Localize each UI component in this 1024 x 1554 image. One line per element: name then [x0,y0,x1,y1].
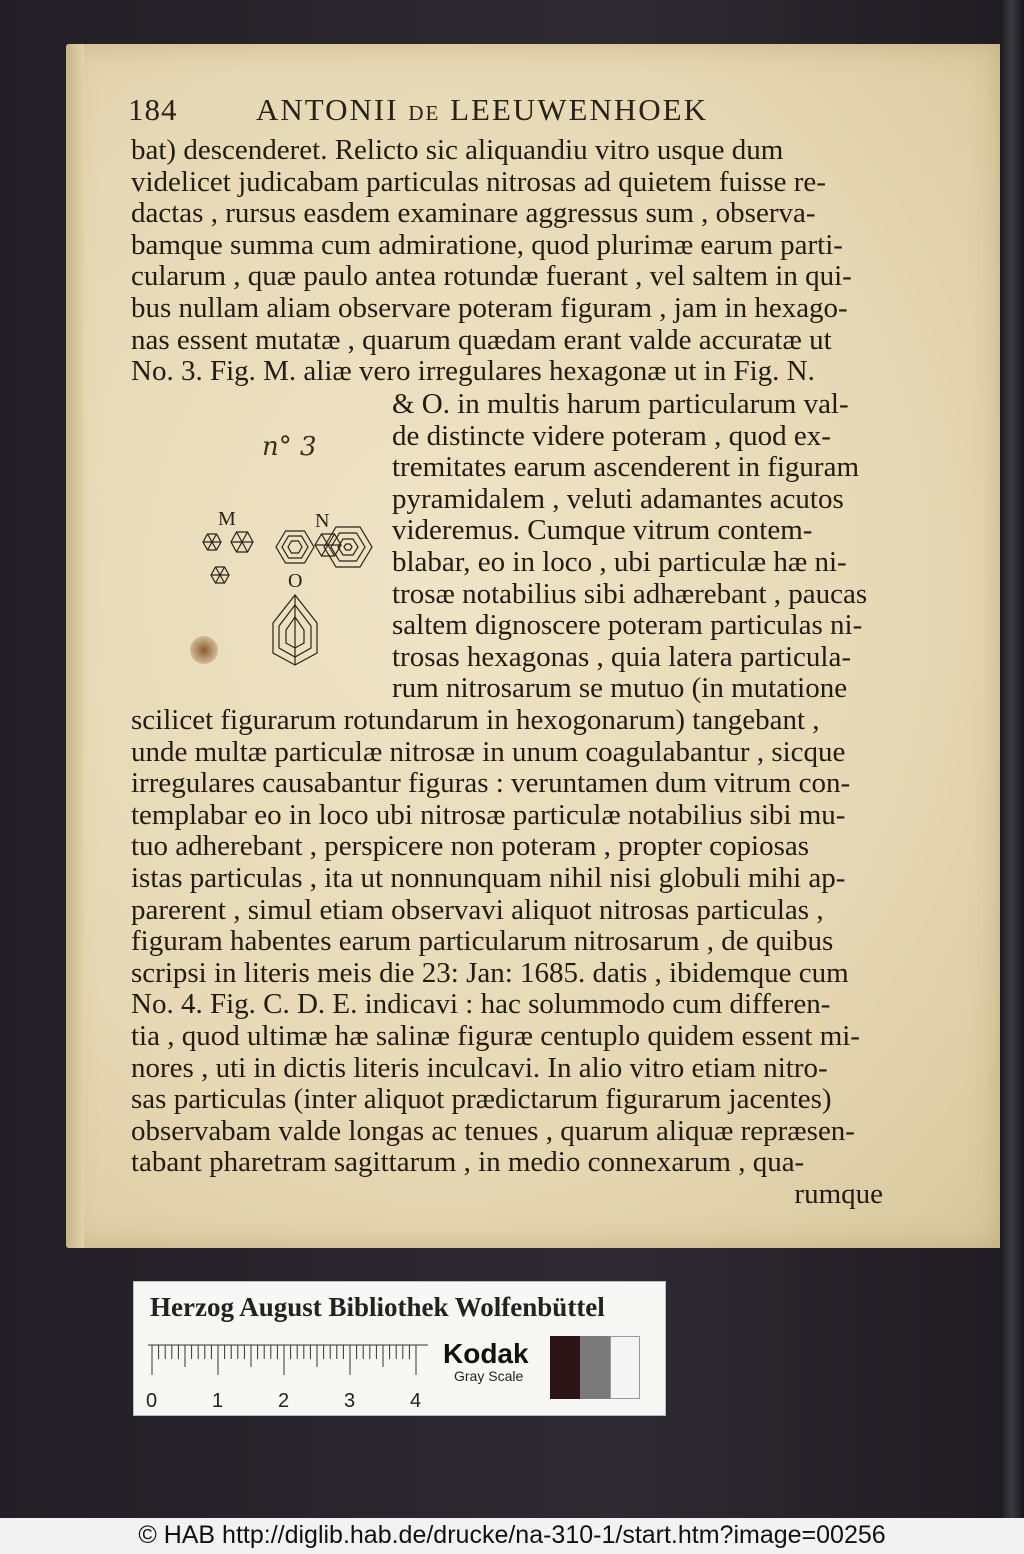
copyright-credit: © HAB http://diglib.hab.de/drucke/na-310-1/start.htm?image=00256 [138,1521,886,1549]
crystal-illustration [150,395,375,695]
ruler-number: 2 [278,1390,290,1412]
text-line: videremus. Cumque vitrum contem- [392,514,813,547]
text-line: saltem dignoscere poteram particulas ni- [392,609,863,642]
text-line: bus nullam aliam observare poteram figuram , jam in hexago- [131,291,848,324]
library-name: Herzog August Bibliothek Wolfenbüttel [150,1292,605,1322]
running-title: ANTONII DE LEEUWENHOEK [256,92,708,127]
text-line: cularum , quæ paulo antea rotundæ fuerant , vel saltem in qui- [131,260,852,293]
text-line: trosas hexagonas , quia latera particula- [392,640,851,673]
pyramid-o [273,595,317,665]
text-line: tuo adherebant , perspicere non poteram , propter copiosas [131,830,810,863]
text-line: scripsi in literis meis die 23: Jan: 1685. datis , ibidemque cum [131,956,849,989]
text-line: parerent , simul etiam observavi aliquot nitrosas particulas , [131,893,824,926]
text-line: bamque summa cum admiratione, quod plurimæ earum parti- [131,228,843,261]
running-header [128,92,888,138]
text-line: de distincte videre poteram , quod ex- [392,419,831,452]
figure-label-m: M [218,508,236,530]
text-line: rum nitrosarum se mutuo (in mutatione [392,672,848,705]
gray-swatch-light [610,1336,640,1399]
crystal-figure [150,395,375,695]
page-edge [66,44,84,1248]
text-line: unde multæ particulæ nitrosæ in unum coagulabantur , sicque [131,735,846,768]
text-line: dactas , rursus easdem examinare aggressus sum , observa- [131,197,816,230]
book-spine [1000,0,1024,1518]
ruler-number: 4 [410,1390,422,1412]
text-line: No. 4. Fig. C. D. E. indicavi : hac solummodo cum differen- [131,988,831,1021]
text-line: irregulares causabantur figuras : veruntamen dum vitrum con- [131,767,851,800]
figure-annotation: n° 3 [262,432,317,462]
gray-swatch-mid [580,1336,610,1399]
body-text-bottom [131,705,891,1211]
hexagon-m1 [203,534,221,550]
page-number: 184 [128,92,178,127]
ruler-number: 0 [146,1390,158,1412]
text-line: nas essent mutatæ , quarum quædam erant valde accuratæ ut [131,323,832,356]
text-line: observabam valde longas ac tenues , quarum aliquæ repræsen- [131,1114,855,1147]
text-line: tabant pharetram sagittarum , in medio connexarum , qua- [131,1146,805,1179]
text-line: tremitates earum ascenderent in figuram [392,451,860,484]
gray-swatch-dark [550,1336,580,1399]
figure-label-n: N [315,510,330,532]
ruler-number: 3 [344,1390,356,1412]
text-line: scilicet figurarum rotundarum in hexogonarum) tangebant , [131,704,820,736]
text-line: istas particulas , ita ut nonnunquam nihil nisi globuli mihi ap- [131,861,846,894]
hexagon-m3 [211,567,229,583]
page-stain [190,636,218,664]
ruler [148,1344,438,1392]
text-line: nores , uti in dictis literis inculcavi. In alio vitro etiam nitro- [131,1051,828,1084]
text-line: & O. in multis harum particularum val- [392,388,849,420]
hexagon-m2 [231,532,253,552]
body-text-top [131,135,889,388]
body-text-beside-figure [392,389,892,705]
kodak-brand: Kodak [443,1338,529,1369]
text-line: figuram habentes earum particularum nitrosarum , de quibus [131,925,834,958]
text-line: No. 3. Fig. M. aliæ vero irregulares hexagonæ ut in Fig. N. [131,355,815,388]
figure-label-o: O [288,570,303,592]
text-line: blabar, eo in loco , ubi particulæ hæ ni- [392,545,847,578]
text-line: pyramidalem , veluti adamantes acutos [392,482,844,515]
text-line: templabar eo in loco ubi nitrosæ particulæ notabilius sibi mu- [131,798,846,831]
text-line: videlicet judicabam particulas nitrosas ad quietem fuisse re- [131,165,826,198]
gray-scale-label: Gray Scale [454,1368,524,1384]
text-line: sas particulas (inter aliquot prædictarum figurarum jacentes) [131,1083,832,1116]
hexagon-n3 [324,527,372,567]
hexagon-n1 [276,531,314,563]
text-line: trosæ notabilius sibi adhærebant , paucas [392,577,868,610]
text-line: tia , quod ultimæ hæ salinæ figuræ centuplo quidem essent mi- [131,1019,860,1052]
text-line: bat) descenderet. Relicto sic aliquandiu vitro usque dum [131,134,784,166]
catchword: rumque [794,1177,883,1210]
ruler-number: 1 [212,1390,224,1412]
